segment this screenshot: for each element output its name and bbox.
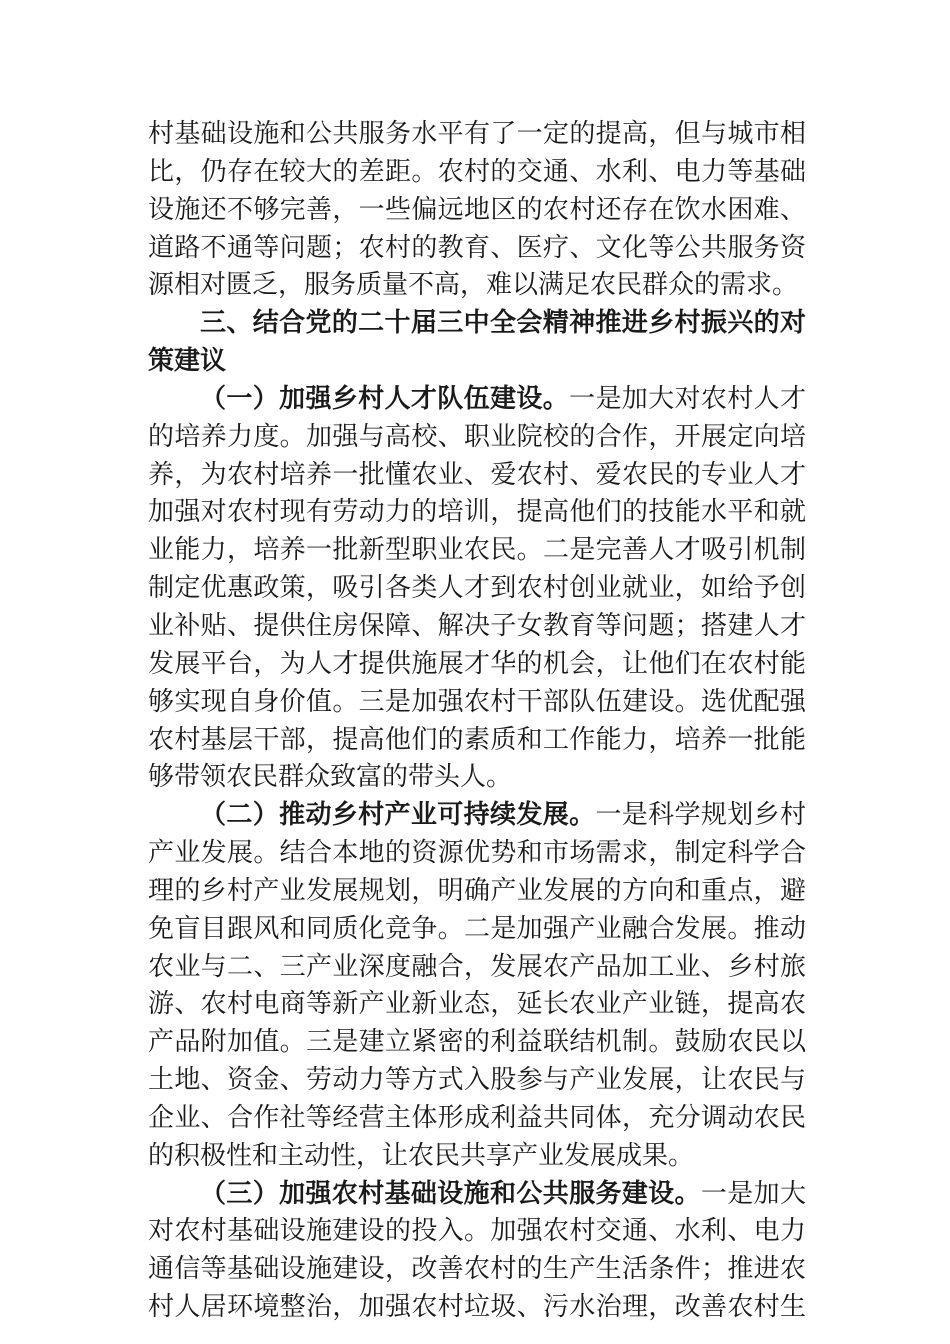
text-line: 村基础设施和公共服务水平有了一定的提高，但与城市相 [148,119,806,149]
text-line: 村人居环境整治，加强农村垃圾、污水治理，改善农村生 [148,1292,806,1323]
text-line: 的培养力度。加强与高校、职业院校的合作，开展定向培 [148,421,806,452]
text-line: 比，仍存在较大的差距。农村的交通、水利、电力等基础 [148,156,806,187]
text-line: 养，为农村培养一批懂农业、爱农村、爱农民的专业人才 [148,459,806,490]
text-line: 制定优惠政策，吸引各类人才到农村创业就业，如给予创 [148,573,806,604]
text-fragment: 一是加大 [700,1178,806,1209]
text-line: 理的乡村产业发展规划，明确产业发展的方向和重点，避 [148,875,806,906]
heading-line: 策建议 [148,346,227,377]
text-line [148,797,806,835]
text-line: 土地、资金、劳动力等方式入股参与产业发展，让农民与 [148,1065,806,1096]
paragraph-infrastructure-gap [148,116,806,305]
heading-line: 三、结合党的二十届三中全会精神推进乡村振兴的对 [200,308,806,339]
text-line: 设施还不够完善，一些偏远地区的农村还存在饮水困难、 [148,194,806,225]
text-line: 农业与二、三产业深度融合，发展农产品加工业、乡村旅 [148,951,806,982]
text-fragment: 一是科学规划乡村 [595,800,806,831]
text-line: 通信等基础设施建设，改善农村的生产生活条件；推进农 [148,1254,806,1285]
subsection-title: （二）推动乡村产业可持续发展。 [200,800,596,831]
text-fragment: 一是加大对农村人才 [569,383,806,414]
text-line: 的积极性和主动性，让农民共享产业发展成果。 [148,1140,695,1171]
text-line: 企业、合作社等经营主体形成利益共同体，充分调动农民 [148,1102,806,1133]
text-line [148,381,806,419]
text-line: 源相对匮乏，服务质量不高，难以满足农民群众的需求。 [148,270,799,301]
subsection-title: （一）加强乡村人才队伍建设。 [200,383,570,414]
text-line: 加强对农村现有劳动力的培训，提高他们的技能水平和就 [148,497,806,528]
text-line: 游、农村电商等新产业新业态，延长农业产业链，提高农 [148,989,806,1020]
text-line: 对农村基础设施建设的投入。加强农村交通、水利、电力 [148,1216,806,1247]
text-line: 业补贴、提供住房保障、解决子女教育等问题；搭建人才 [148,610,806,641]
paragraph-infrastructure [148,1176,806,1327]
text-line: 业能力，培养一批新型职业农民。二是完善人才吸引机制 [148,535,806,566]
subsection-title: （三）加强农村基础设施和公共服务建设。 [200,1178,701,1209]
text-line: 够实现自身价值。三是加强农村干部队伍建设。选优配强 [148,686,806,717]
section-heading [148,305,806,381]
paragraph-talent [148,381,806,797]
text-line: 产业发展。结合本地的资源优势和市场需求，制定科学合 [148,838,806,869]
text-line: 农村基层干部，提高他们的素质和工作能力，培养一批能 [148,724,806,755]
text-line: 发展平台，为人才提供施展才华的机会，让他们在农村能 [148,648,806,679]
paragraph-industry [148,797,806,1175]
text-line: 够带领农民群众致富的带头人。 [148,762,513,793]
text-line [148,1176,806,1214]
text-line: 免盲目跟风和同质化竞争。二是加强产业融合发展。推动 [148,913,806,944]
text-line: 道路不通等问题；农村的教育、医疗、文化等公共服务资 [148,232,806,263]
document-page [148,116,806,1327]
text-line: 产品附加值。三是建立紧密的利益联结机制。鼓励农民以 [148,1027,806,1058]
